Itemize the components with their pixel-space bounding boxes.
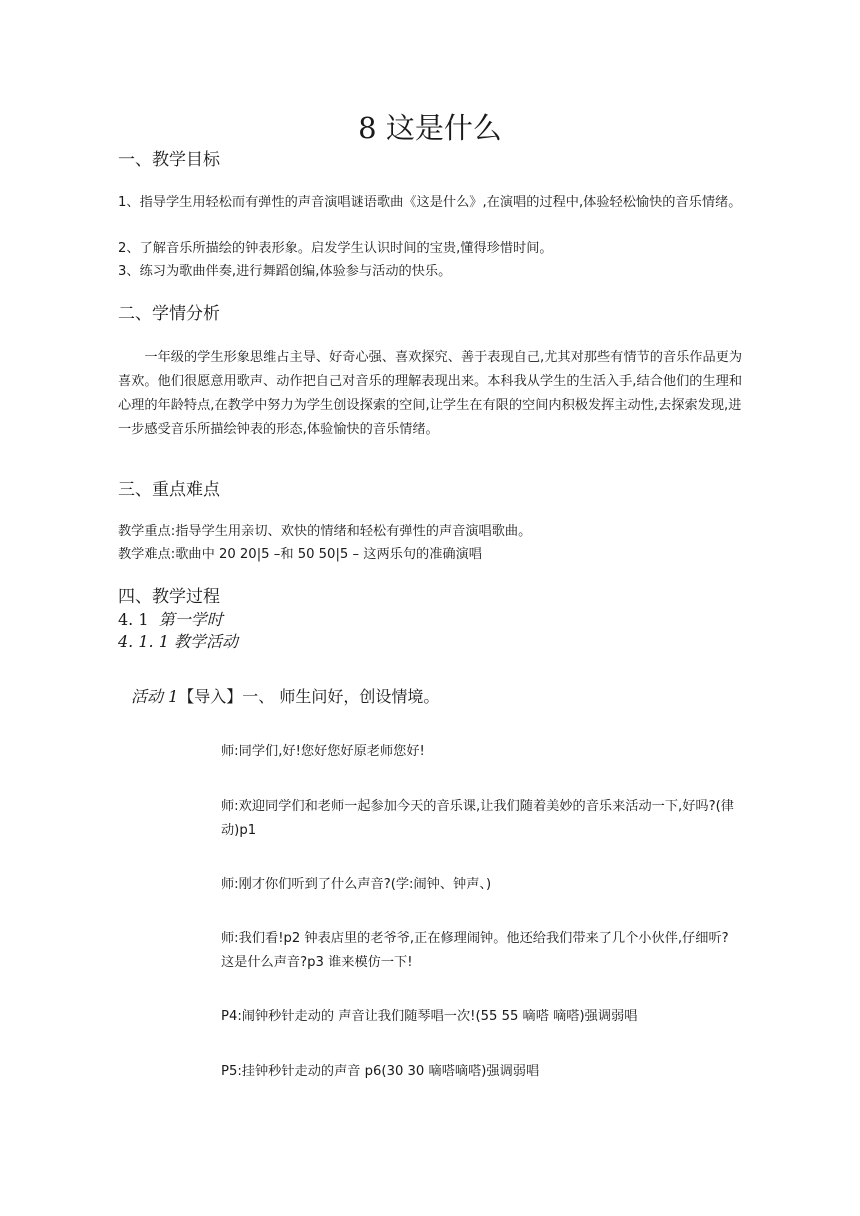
dialogue-line-5: P4:闹钟秒针走动的 声音让我们随琴唱一次!(55 55 嘀嗒 嘀嗒)强调弱唱 (221, 1009, 638, 1024)
teaching-difficulty: 教学难点:歌曲中 20 20|5 –和 50 50|5 – 这两乐句的准确演唱 (118, 547, 482, 562)
dialogue-line-3: 师:刚才你们听到了什么声音?(学:闹钟、钟声、) (221, 877, 492, 892)
heading-analysis: 二、学情分析 (118, 304, 220, 324)
activity-text: 【导入】一、 师生问好，创设情境。 (178, 687, 440, 706)
teaching-focus: 教学重点:指导学生用亲切、欢快的情绪和轻松有弹性的声音演唱歌曲。 (118, 524, 532, 539)
analysis-paragraph: 一年级的学生形象思维占主导、好奇心强、喜欢探究、善于表现自己,尤其对那些有情节的音乐作品更为喜欢。他们很愿意用歌声、动作把自己对音乐的理解表现出来。本科我从学生的生活入手,结合他们的生理和心理的年龄特点,在教学中努力为学生创设探索的空间,让学生在有限的空间内积极发挥主动性,去探索发现,进一步感受音乐所描绘钟表的形态,体验愉快的音乐情绪。 (118, 350, 743, 437)
heading-keypoints: 三、重点难点 (118, 480, 220, 500)
subsection-lesson-1 (118, 609, 223, 631)
activity-1 (131, 685, 439, 709)
subsection-label: 第一学时 (158, 610, 223, 629)
dialogue-line-2: 师:欢迎同学们和老师一起参加今天的音乐课,让我们随着美妙的音乐来活动一下,好吗?(律动)p1 (221, 799, 734, 838)
heading-process: 四、教学过程 (118, 587, 220, 607)
subsection-activities: 4. 1. 1 教学活动 (118, 632, 238, 651)
objective-item-3: 3、练习为歌曲伴奏,进行舞蹈创编,体验参与活动的快乐。 (118, 264, 452, 279)
dialogue-line-1: 师:同学们,好!您好您好原老师您好! (221, 744, 425, 759)
dialogue-line-6: P5:挂钟秒针走动的声音 p6(30 30 嘀嗒嘀嗒)强调弱唱 (221, 1064, 540, 1079)
subsection-number: 4. 1 (118, 610, 149, 629)
objective-item-2: 2、了解音乐所描绘的钟表形象。启发学生认识时间的宝贵,懂得珍惜时间。 (118, 241, 553, 256)
page-title: 8 这是什么 (358, 111, 502, 145)
heading-objectives: 一、教学目标 (118, 150, 220, 170)
dialogue-line-4: 师:我们看!p2 钟表店里的老爷爷,正在修理闹钟。他还给我们带来了几个小伙伴,仔细听?这是什么声音?p3 谁来模仿一下! (221, 931, 729, 970)
activity-label: 活动 1 (131, 687, 179, 706)
objective-item-1: 1、指导学生用轻松而有弹性的声音演唱谜语歌曲《这是什么》,在演唱的过程中,体验轻松愉快的音乐情绪。 (118, 195, 742, 210)
